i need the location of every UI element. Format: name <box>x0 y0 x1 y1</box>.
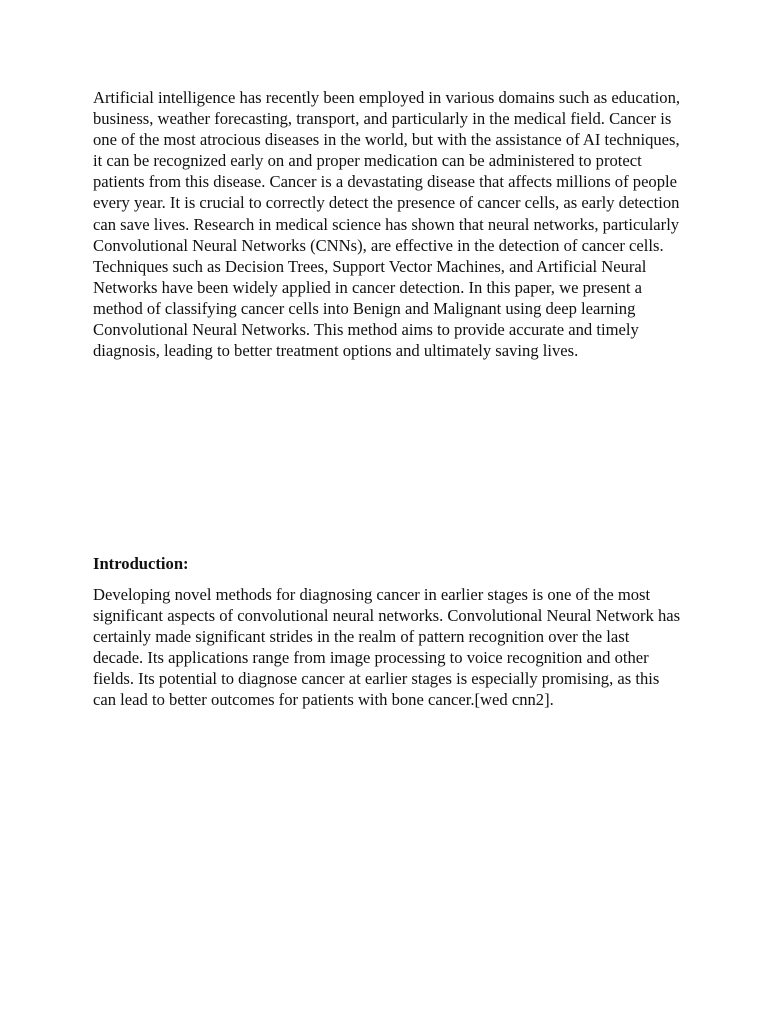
introduction-heading: Introduction: <box>93 554 189 573</box>
abstract-paragraph: Artificial intelligence has recently been employed in various domains such as education, business, weather forecasting, transport, and particularly in the medical field. Cancer is one of the most atrocious diseases in the world, but with the assistance of AI techniques, it can be recognized early on and proper medication can be administered to protect patients from this disease. Cancer is a devastating disease that affects millions of people every year. It is crucial to correctly detect the presence of cancer cells, as early detection can save lives. Research in medical science has shown that neural networks, particularly Convolutional Neural Networks (CNNs), are effective in the detection of cancer cells. Techniques such as Decision Trees, Support Vector Machines, and Artificial Neural Networks have been widely applied in cancer detection. In this paper, we present a method of classifying cancer cells into Benign and Malignant using deep learning Convolutional Neural Networks. This method aims to provide accurate and timely diagnosis, leading to better treatment options and ultimately saving lives. <box>93 88 681 361</box>
introduction-paragraph: Developing novel methods for diagnosing cancer in earlier stages is one of the most significant aspects of convolutional neural networks. Convolutional Neural Network has certainly made significant strides in the realm of pattern recognition over the last decade. Its applications range from image processing to voice recognition and other fields. Its potential to diagnose cancer at earlier stages is especially promising, as this can lead to better outcomes for patients with bone cancer.[wed cnn2]. <box>93 585 681 710</box>
